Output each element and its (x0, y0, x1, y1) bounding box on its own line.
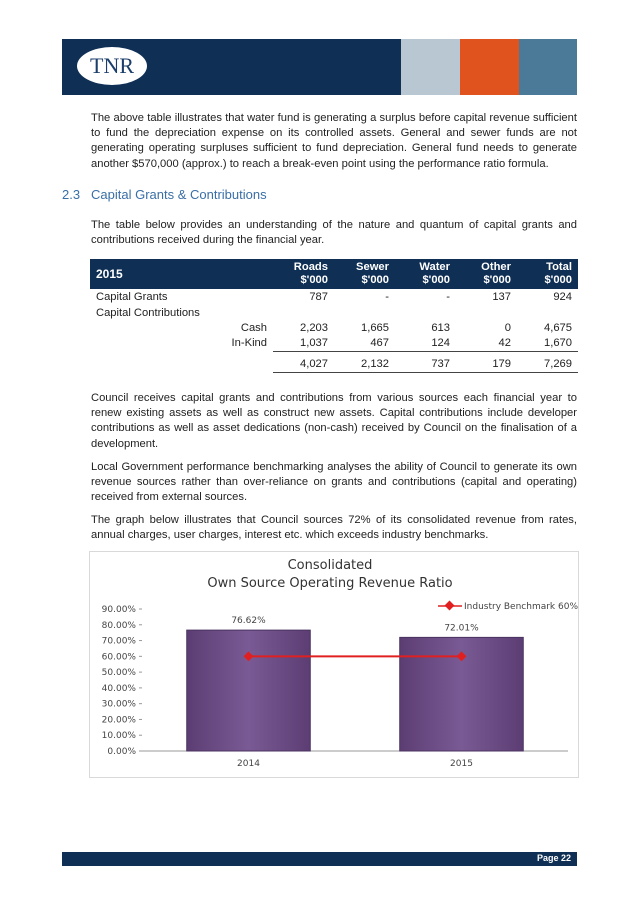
paragraph-benchmarking: Local Government performance benchmarking analyses the ability of Council to generate its own revenue sources rather than over-reliance on grants and contributions (capital and operating) received from external sources. (91, 461, 577, 504)
table-cell: 0 (504, 322, 511, 334)
column-header-total: Total $'000 (517, 259, 578, 289)
table-cell: 737 (395, 352, 456, 373)
table-cell: 4,027 (273, 352, 334, 373)
table-cell: 1,670 (517, 336, 578, 352)
table-total-row (90, 352, 578, 373)
y-tick-label: 70.00% (101, 636, 136, 647)
table-row (90, 306, 578, 321)
chart-title-line1: Consolidated (287, 558, 373, 573)
y-tick-label: 10.00% (101, 731, 136, 742)
table-cell: 137 (492, 291, 511, 303)
x-tick-label: 2015 (450, 759, 473, 769)
header-block-steel (519, 39, 577, 95)
paragraph-water-fund: The above table illustrates that water fund is generating a surplus before capital revenue sufficient to fund the depreciation expense on its controlled assets. General and sewer funds are not generating operating surpluses sufficient to fund depreciation. General fund needs to generate another $570,000 (approx.) to reach a break-even point using the performance ratio formula. (91, 112, 577, 170)
y-tick-label: 60.00% (101, 652, 136, 663)
paragraph-table-intro: The table below provides an understanding of the nature and quantum of capital grants and contributions received during the financial year. (91, 219, 577, 247)
table-cell: 1,665 (361, 322, 389, 334)
table-cell: 2,132 (334, 352, 395, 373)
capital-grants-table (90, 259, 578, 373)
header-block-orange (460, 39, 519, 95)
table-cell: 613 (431, 322, 450, 334)
y-tick-label: 50.00% (101, 668, 136, 679)
row-label-cash: Cash (240, 322, 267, 334)
paragraph-capital-contributions: Council receives capital grants and contributions from various sources each financial year to renew existing assets as well as construct new assets. Capital contributions include developer contributions as well as asset dedications (non-cash) received by Council on the finalisation of a development. (91, 392, 577, 450)
table-cell: 787 (309, 291, 328, 303)
table-row (90, 336, 578, 352)
legend-marker (445, 601, 455, 611)
chart-legend (438, 601, 578, 612)
table-cell: - (446, 291, 450, 303)
section-number: 2.3 (62, 187, 81, 202)
column-header-other: Other $'000 (456, 259, 517, 289)
column-header-water: Water $'000 (395, 259, 456, 289)
table-cell-empty (90, 352, 273, 373)
y-tick-label: 20.00% (101, 715, 136, 726)
y-tick-label: 0.00% (107, 747, 136, 757)
footer-bar (62, 852, 577, 866)
table-row (90, 289, 578, 306)
table-cell: 1,037 (273, 336, 334, 352)
x-axis-labels (237, 759, 473, 769)
table-cell: 4,675 (544, 322, 572, 334)
table-cell: 7,269 (517, 352, 578, 373)
table-header-row (90, 259, 578, 289)
y-tick-label: 30.00% (101, 699, 136, 710)
y-tick-label: 80.00% (101, 620, 136, 631)
table-cell: 467 (334, 336, 395, 352)
table-row (90, 321, 578, 336)
table-cell: 179 (456, 352, 517, 373)
header-banner (62, 39, 577, 95)
chart-title-line2: Own Source Operating Revenue Ratio (207, 576, 453, 591)
legend-label: Industry Benchmark 60% (464, 602, 578, 612)
bar-data-label: 72.01% (444, 623, 479, 634)
page-number: Page 22 (536, 853, 571, 863)
table-cell: 124 (395, 336, 456, 352)
header-block-grey (401, 39, 460, 95)
table-cell: - (385, 291, 389, 303)
paragraph-graph-intro: The graph below illustrates that Council sources 72% of its consolidated revenue from rates, annual charges, user charges, interest etc. which exceeds industry benchmarks. (91, 514, 577, 542)
x-tick-label: 2014 (237, 759, 260, 769)
bar-data-label: 76.62% (231, 616, 266, 627)
column-header-sewer: Sewer $'000 (334, 259, 395, 289)
y-tick-label: 40.00% (101, 683, 136, 694)
table-cell: 2,203 (300, 322, 328, 334)
bar-2014 (187, 630, 311, 751)
y-tick-label: 90.00% (101, 605, 136, 615)
column-header-roads: Roads $'000 (273, 259, 334, 289)
section-heading (62, 187, 267, 202)
chart-svg (90, 552, 578, 777)
revenue-ratio-chart (89, 551, 579, 778)
logo-text: TNR (90, 53, 134, 78)
row-label-capital-grants: Capital Grants (96, 291, 168, 303)
bar-series (187, 616, 524, 751)
table-year-header: 2015 (90, 259, 273, 289)
section-title: Capital Grants & Contributions (91, 187, 267, 202)
row-label-capital-contributions: Capital Contributions (96, 307, 200, 319)
table-cell: 42 (456, 336, 517, 352)
tnr-logo (77, 47, 147, 85)
table-cell: 924 (553, 291, 572, 303)
row-label-in-kind: In-Kind (231, 337, 267, 350)
